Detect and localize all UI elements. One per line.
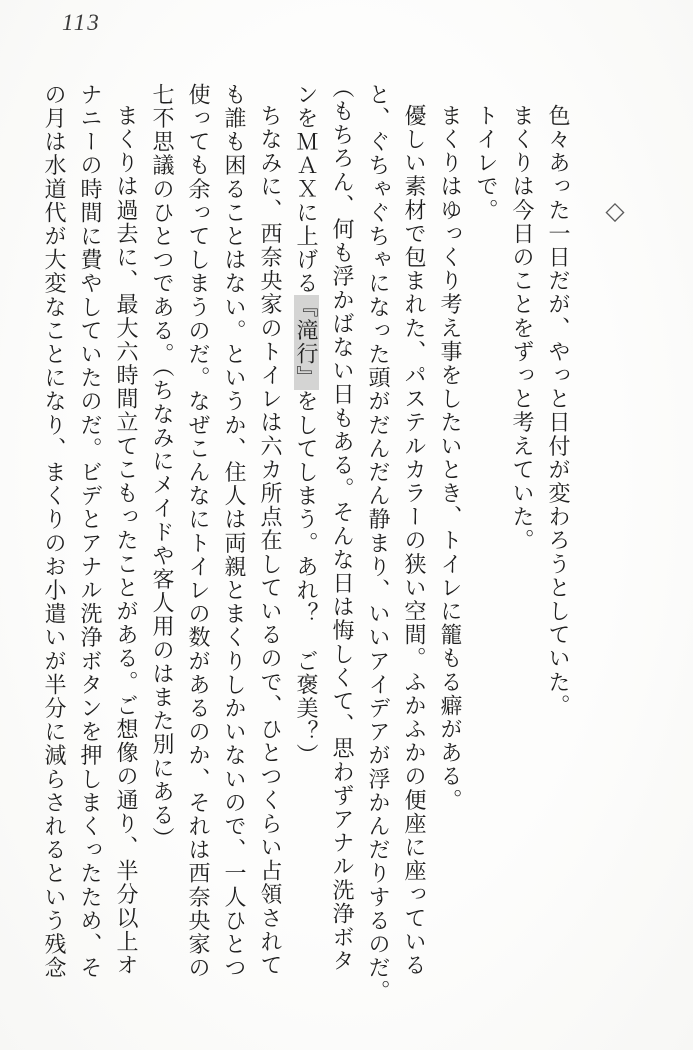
- section-divider-diamond: ◇: [605, 198, 625, 225]
- text-column: （もちろん、何も浮かばない日もある。そんな日は悔しくて、思わずアナル洗浄ボタ: [330, 76, 355, 973]
- text-segment: ンをＭＡＸに上げる: [294, 83, 319, 296]
- page-number: 113: [62, 10, 101, 35]
- text-segment: をしてしまう。あれ？ ご褒美？）: [294, 389, 319, 768]
- text-column: ちなみに、西奈央家のトイレは六カ所点在しているので、ひとつくらい占領されて: [258, 104, 283, 978]
- text-column: まくりは今日のことをずっと考えていた。: [510, 104, 535, 553]
- highlighted-term: 『滝行』: [294, 295, 319, 390]
- text-column: [288, 83, 324, 1013]
- text-column: 七不思議のひとつである。（ちなみにメイドや客人用のはまた別にある）: [150, 83, 175, 851]
- text-column: まくりは過去に、最大六時間立てこもったことがある。ご想像の通り、半分以上オ: [114, 104, 139, 978]
- text-column: の月は水道代が大変なことになり、まくりのお小遣いが半分に減らされるという残念: [42, 83, 67, 980]
- text-column: ナニーの時間に費やしていたのだ。ビデとアナル洗浄ボタンを押しまくったため、そ: [78, 83, 103, 980]
- text-column: も誰も困ることはない。というか、住人は両親とまくりしかいないので、一人ひとつ: [222, 83, 247, 980]
- text-column: 使っても余ってしまうのだ。なぜこんなにトイレの数があるのか、それは西奈央家の: [186, 83, 211, 980]
- text-column: トイレで。: [474, 104, 499, 222]
- text-column: と、ぐちゃぐちゃになった頭がだんだん静まり、いいアイデアが浮かんだりするのだ。: [366, 83, 391, 1004]
- text-column: 優しい素材で包まれた、パステルカラーの狭い空間。ふかふかの便座に座っている: [402, 104, 427, 978]
- text-column: まくりはゆっくり考え事をしたいとき、トイレに籠もる癖がある。: [438, 104, 463, 812]
- text-column: 色々あった一日だが、やっと日付が変わろうとしていた。: [546, 104, 571, 718]
